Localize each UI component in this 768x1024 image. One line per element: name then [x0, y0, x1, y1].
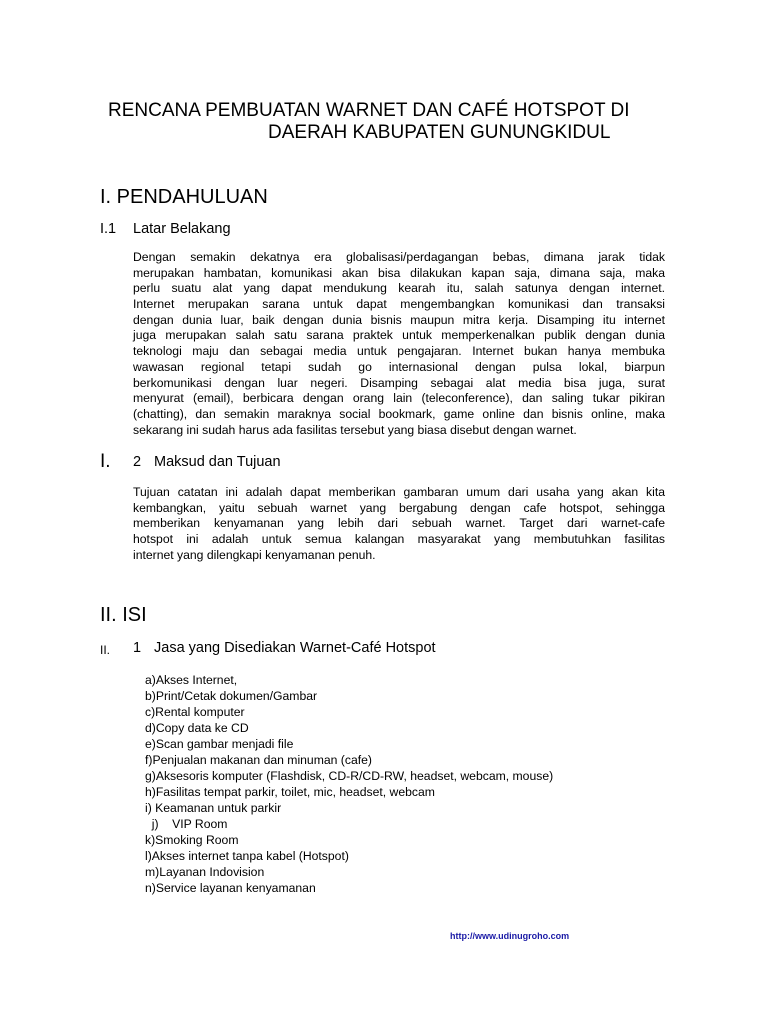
latar-belakang-line: Internet merupakan sarana untuk dapat mengembangkan komunikasi dan transaksi: [133, 297, 665, 312]
latar-belakang-line: perlu suatu alat yang dapat mendukung kearah itu, salah satunya dengan internet.: [133, 281, 665, 296]
subsection-roman-numeral-1: I.: [100, 451, 111, 472]
services-list: [145, 672, 553, 896]
latar-belakang-line: merupakan hambatan, komunikasi akan bisa dilakukan kapan saja, dimana saja, maka: [133, 265, 665, 280]
list-item: j) VIP Room: [145, 817, 228, 831]
latar-belakang-line: berkomunikasi dengan luar negeri. Disamping sebagai alat media bisa juga, surat: [133, 375, 665, 390]
list-item: k)Smoking Room: [145, 833, 239, 847]
list-item: b)Print/Cetak dokumen/Gambar: [145, 689, 318, 703]
list-item: a)Akses Internet,: [145, 673, 238, 687]
latar-belakang-line: Dengan semakin dekatnya era globalisasi/perdagangan bebas, dimana jarak tidak: [133, 250, 665, 264]
maksud-tujuan-line: hotspot ini adalah untuk semua kalangan masyarakat yang membutuhkan fasilitas: [133, 532, 665, 547]
list-item: c)Rental komputer: [145, 705, 245, 719]
latar-belakang-line: dengan dunia luar, baik dengan dunia bisnis maupun mitra kerja. Disamping itu internet: [133, 312, 665, 327]
list-item: d)Copy data ke CD: [145, 721, 249, 735]
subsection-number-2: 2: [133, 454, 142, 470]
document-title-line-1: RENCANA PEMBUATAN WARNET DAN CAFÉ HOTSPOT DI: [108, 100, 630, 121]
subsection-heading-maksud-dan-tujuan: Maksud dan Tujuan: [154, 454, 281, 470]
list-item: i) Keamanan untuk parkir: [145, 801, 282, 815]
list-item: h)Fasilitas tempat parkir, toilet, mic, headset, webcam: [145, 785, 435, 799]
list-item: l)Akses internet tanpa kabel (Hotspot): [145, 849, 349, 863]
list-item: f)Penjualan makanan dan minuman (cafe): [145, 753, 372, 767]
subsection-number-ii-1: 1: [133, 640, 142, 656]
paragraph-latar-belakang: [133, 250, 665, 438]
maksud-tujuan-line: memberikan kenyamanan yang lebih dari sebuah warnet. Target dari warnet-cafe: [133, 516, 665, 531]
subsection-number-1-1: I.1: [100, 221, 117, 237]
latar-belakang-line: teknologi maju dan sebagai media untuk pengajaran. Internet bukan hanya membuka: [133, 344, 665, 359]
list-item: m)Layanan Indovision: [145, 865, 265, 879]
subsection-roman-numeral-2: II.: [100, 643, 111, 657]
document-title-line-2: DAERAH KABUPATEN GUNUNGKIDUL: [268, 122, 611, 143]
maksud-tujuan-line: Tujuan catatan ini adalah dapat memberikan gambaran umum dari usaha yang akan kita: [133, 485, 665, 499]
subsection-heading-jasa: Jasa yang Disediakan Warnet-Café Hotspot: [154, 640, 436, 656]
list-item: g)Aksesoris komputer (Flashdisk, CD-R/CD-RW, headset, webcam, mouse): [145, 769, 554, 783]
footer-website-link[interactable]: http://www.udinugroho.com: [450, 931, 570, 941]
latar-belakang-line: menyurat (email), berbicara dengan orang lain (teleconference), dan saling tukar pikiran: [133, 391, 665, 406]
latar-belakang-line: sekarang ini sudah harus ada fasilitas tersebut yang biasa disebut dengan warnet.: [133, 422, 577, 437]
list-item: n)Service layanan kenyamanan: [145, 881, 316, 895]
latar-belakang-line: (chatting), dan semakin maraknya social bookmark, game online dan bisnis online, maka: [133, 406, 665, 421]
paragraph-maksud-dan-tujuan: [133, 485, 665, 563]
maksud-tujuan-line: kembangkan, yaitu sebuah warnet yang bergabung dengan cafe hotspot, sehingga: [133, 500, 665, 515]
latar-belakang-line: juga merupakan salah satu sarana praktek untuk memperkenalkan publik dengan dunia: [133, 328, 665, 343]
maksud-tujuan-line: internet yang dilengkapi kenyamanan penuh.: [133, 547, 376, 562]
latar-belakang-line: wawasan regional tetapi sudah go internasional dengan pulsa lokal, biarpun: [133, 359, 665, 374]
list-item: e)Scan gambar menjadi file: [145, 737, 294, 751]
section-heading-isi: II. ISI: [100, 604, 147, 626]
subsection-heading-latar-belakang: Latar Belakang: [133, 221, 231, 237]
section-heading-pendahuluan: I. PENDAHULUAN: [100, 186, 268, 208]
